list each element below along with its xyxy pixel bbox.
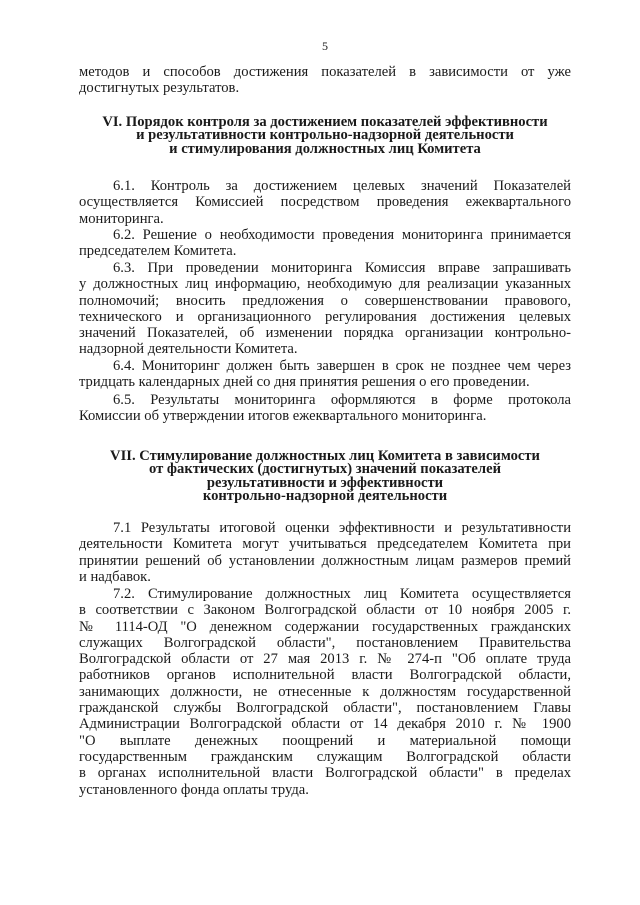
text-line: 6.3. При проведении мониторинга Комиссия вправе запрашивать: [113, 260, 571, 276]
text-line: и надбавок.: [79, 568, 151, 585]
paragraph-6-5: [79, 392, 571, 425]
text-line: Администрации Волгоградской области от 14 декабря 2010 г. № 1900: [79, 716, 571, 733]
text-line: деятельности Комитета могут учитываться председателем Комитета при: [79, 536, 571, 553]
paragraph-6-3: [79, 260, 571, 358]
text-line: в соответствии с Законом Волгоградской области от 10 ноября 2005 г.: [79, 602, 571, 619]
text-line: № 1114-ОД "О денежном содержании государственных гражданских: [79, 618, 571, 635]
text-line: методов и способов достижения показателей в зависимости от уже: [79, 64, 571, 80]
text-line: 6.2. Решение о необходимости проведения мониторинга принимается: [113, 227, 571, 243]
text-line: 6.4. Мониторинг должен быть завершен в срок не позднее чем через: [113, 358, 571, 374]
text-line: достигнутых результатов.: [79, 80, 240, 97]
heading-line: и результативности контрольно-надзорной деятельности: [136, 127, 514, 144]
text-line: принятии решений об установлении должностным лицам размеров премий: [79, 552, 571, 569]
heading-line: от фактических (достигнутых) значений показателей: [149, 461, 501, 478]
heading-line: результативности и эффективности: [206, 474, 444, 491]
heading-line: и стимулирования должностных лиц Комитета: [169, 140, 481, 157]
text-line: "О выплате денежных поощрений и материальной помощи: [79, 732, 571, 749]
text-line: председателем Комитета.: [79, 243, 237, 260]
text-line: работников органов исполнительной власти Волгоградской области,: [79, 667, 571, 684]
page-number: 5: [322, 39, 328, 53]
text-line: установленного фонда оплаты труда.: [79, 781, 309, 798]
text-line: мониторинга.: [79, 210, 164, 227]
text-line: 7.2. Стимулирование должностных лиц Комитета осуществляется: [113, 586, 571, 602]
text-line: осуществляется Комиссией посредством проведения ежеквартального: [79, 194, 571, 211]
paragraph-6-2: [79, 227, 571, 260]
text-line: технического и организационного регулирования достижения целевых: [79, 308, 571, 325]
paragraph-7-2: [79, 586, 571, 798]
text-line: 6.1. Контроль за достижением целевых значений Показателей: [113, 178, 571, 194]
text-line: 7.1 Результаты итоговой оценки эффективности и результативности: [113, 520, 571, 536]
text-line: занимающих должности, не отнесенные к должностям государственной: [79, 683, 571, 700]
text-line: полномочий; вносить предложения о совершенствовании правового,: [79, 292, 571, 309]
text-line: государственным гражданским служащим Волгоградской области: [79, 748, 571, 765]
text-line: надзорной деятельности Комитета.: [79, 341, 298, 358]
text-line: служащих Волгоградской области", постановлением Правительства: [79, 634, 571, 651]
text-line: значений Показателей, об изменении порядка организации контрольно-: [79, 325, 571, 342]
heading-line: VII. Стимулирование должностных лиц Комитета в зависимости: [110, 448, 540, 464]
heading-line: VI. Порядок контроля за достижением показателей эффективности: [102, 114, 548, 130]
section-7-title: [79, 450, 571, 504]
heading-line: контрольно-надзорной деятельности: [202, 488, 448, 505]
text-line: Комиссии об утверждении итогов ежеквартального мониторинга.: [79, 408, 487, 425]
text-line: гражданской службы Волгоградской области", постановлением Главы: [79, 700, 571, 717]
intro-paragraph: [79, 64, 571, 97]
paragraph-6-4: [79, 358, 571, 391]
paragraph-6-1: [79, 178, 571, 227]
paragraph-7-1: [79, 520, 571, 585]
text-line: тридцать календарных дней со дня принятия решения о его проведении.: [79, 374, 530, 391]
text-line: Волгоградской области от 27 мая 2013 г. № 274-п "Об оплате труда: [79, 651, 571, 668]
text-line: 6.5. Результаты мониторинга оформляются в форме протокола: [113, 392, 571, 408]
text-line: у должностных лиц информацию, необходимую для реализации указанных: [79, 276, 571, 293]
text-line: в органах исполнительной власти Волгоградской области" в пределах: [79, 765, 571, 782]
section-6-title: [79, 116, 571, 156]
